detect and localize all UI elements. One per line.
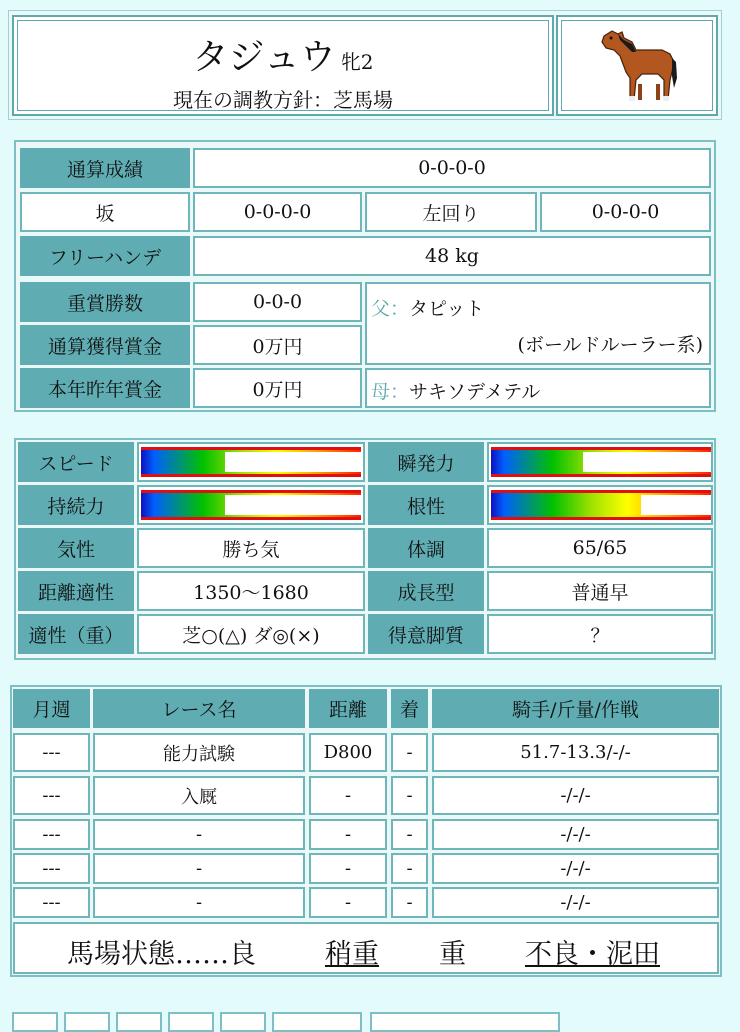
bottom-tab[interactable] — [64, 1012, 110, 1032]
stamina-label: 持続力 — [18, 485, 134, 525]
slope-label: 坂 — [20, 192, 190, 232]
burst-gauge — [491, 447, 711, 477]
horse-name-panel — [12, 15, 554, 116]
distance-value: 1350〜1680 — [137, 571, 365, 611]
race-row-cell: - — [309, 819, 387, 850]
race-row-cell: --- — [13, 887, 90, 918]
sire-label: 父： — [371, 298, 410, 320]
race-row-cell: --- — [13, 853, 90, 884]
running-style-label: 得意脚質 — [368, 614, 484, 654]
recent-earnings-label: 本年昨年賞金 — [20, 368, 190, 408]
track-heavy[interactable]: 重 — [439, 939, 466, 970]
growth-value: 普通早 — [487, 571, 713, 611]
temper-label: 気性 — [18, 528, 134, 568]
dam-cell — [365, 368, 711, 408]
track-good: 馬場状態……良 — [67, 939, 256, 970]
race-row-cell: - — [309, 853, 387, 884]
race-header-cell: 騎手/斤量/作戦 — [432, 689, 719, 728]
track-slightly-heavy[interactable]: 稍重 — [325, 939, 379, 970]
recent-earnings-value: 0万円 — [193, 368, 362, 408]
dam-label: 母： — [371, 381, 410, 403]
stamina-gauge-cell — [137, 485, 365, 525]
track-bad[interactable]: 不良・泥田 — [525, 939, 660, 970]
graded-wins-value: 0-0-0 — [193, 282, 362, 322]
race-row-cell: - — [309, 776, 387, 815]
heavy-aptitude-value: 芝○(△) ダ◎(×) — [137, 614, 365, 654]
speed-label: スピード — [18, 442, 134, 482]
bottom-tab-strip — [10, 1012, 630, 1032]
track-condition-bar — [13, 922, 719, 974]
dam-name: サキソデメテル — [409, 381, 541, 403]
horse-name-line — [14, 29, 552, 80]
race-row-cell: 入厩 — [93, 776, 305, 815]
race-row-cell: - — [93, 887, 305, 918]
race-row-cell: - — [391, 853, 428, 884]
bottom-tab[interactable] — [116, 1012, 162, 1032]
guts-label: 根性 — [368, 485, 484, 525]
slope-value: 0-0-0-0 — [193, 192, 362, 232]
sire-lineage: (ボールドルーラー系) — [517, 334, 703, 356]
race-header-cell: 月週 — [13, 689, 90, 728]
handicap-value: 48 kg — [193, 236, 711, 276]
race-header-cell: 距離 — [309, 689, 387, 728]
total-record-value: 0-0-0-0 — [193, 148, 711, 188]
horse-name: タジュウ — [192, 37, 336, 78]
race-row-cell: 能力試験 — [93, 733, 305, 772]
sire-line-1 — [371, 294, 484, 321]
condition-value: 65/65 — [487, 528, 713, 568]
race-row-cell: 51.7-13.3/-/- — [432, 733, 719, 772]
race-row-cell: D800 — [309, 733, 387, 772]
bottom-tab[interactable] — [370, 1012, 560, 1032]
left-turn-value: 0-0-0-0 — [540, 192, 711, 232]
running-style-value: ？ — [487, 614, 713, 654]
race-row-cell: - — [391, 733, 428, 772]
training-policy: 現在の調教方針：芝馬場 — [173, 88, 393, 112]
race-row-cell: -/-/- — [432, 853, 719, 884]
horse-portrait-panel — [556, 15, 718, 116]
guts-gauge-cell — [487, 485, 713, 525]
race-row-cell: - — [391, 776, 428, 815]
bottom-tab[interactable] — [220, 1012, 266, 1032]
stamina-gauge — [141, 490, 361, 520]
race-header-cell: レース名 — [93, 689, 305, 728]
race-header-cell: 着 — [391, 689, 428, 728]
distance-label: 距離適性 — [18, 571, 134, 611]
bottom-tab[interactable] — [12, 1012, 58, 1032]
speed-gauge-cell — [137, 442, 365, 482]
sire-name: タピット — [409, 298, 485, 320]
bottom-tab[interactable] — [168, 1012, 214, 1032]
race-row-cell: -/-/- — [432, 776, 719, 815]
horse-sex-age: 牝2 — [340, 50, 374, 74]
condition-label: 体調 — [368, 528, 484, 568]
race-row-cell: -/-/- — [432, 887, 719, 918]
race-row-cell: --- — [13, 733, 90, 772]
horse-icon — [598, 28, 678, 106]
heavy-aptitude-label: 適性（重） — [18, 614, 134, 654]
race-row-cell: --- — [13, 776, 90, 815]
speed-gauge — [141, 447, 361, 477]
graded-wins-label: 重賞勝数 — [20, 282, 190, 322]
temper-value: 勝ち気 — [137, 528, 365, 568]
total-earnings-value: 0万円 — [193, 325, 362, 365]
handicap-label: フリーハンデ — [20, 236, 190, 276]
burst-gauge-cell — [487, 442, 713, 482]
race-row-cell: - — [309, 887, 387, 918]
total-record-label: 通算成績 — [20, 148, 190, 188]
race-row-cell: - — [391, 819, 428, 850]
left-turn-label: 左回り — [365, 192, 537, 232]
guts-gauge — [491, 490, 711, 520]
sire-cell — [365, 282, 711, 365]
burst-label: 瞬発力 — [368, 442, 484, 482]
race-row-cell: - — [93, 819, 305, 850]
race-row-cell: - — [93, 853, 305, 884]
dam-line — [371, 377, 540, 404]
total-earnings-label: 通算獲得賞金 — [20, 325, 190, 365]
growth-label: 成長型 — [368, 571, 484, 611]
bottom-tab[interactable] — [272, 1012, 362, 1032]
race-row-cell: - — [391, 887, 428, 918]
race-row-cell: --- — [13, 819, 90, 850]
race-row-cell: -/-/- — [432, 819, 719, 850]
